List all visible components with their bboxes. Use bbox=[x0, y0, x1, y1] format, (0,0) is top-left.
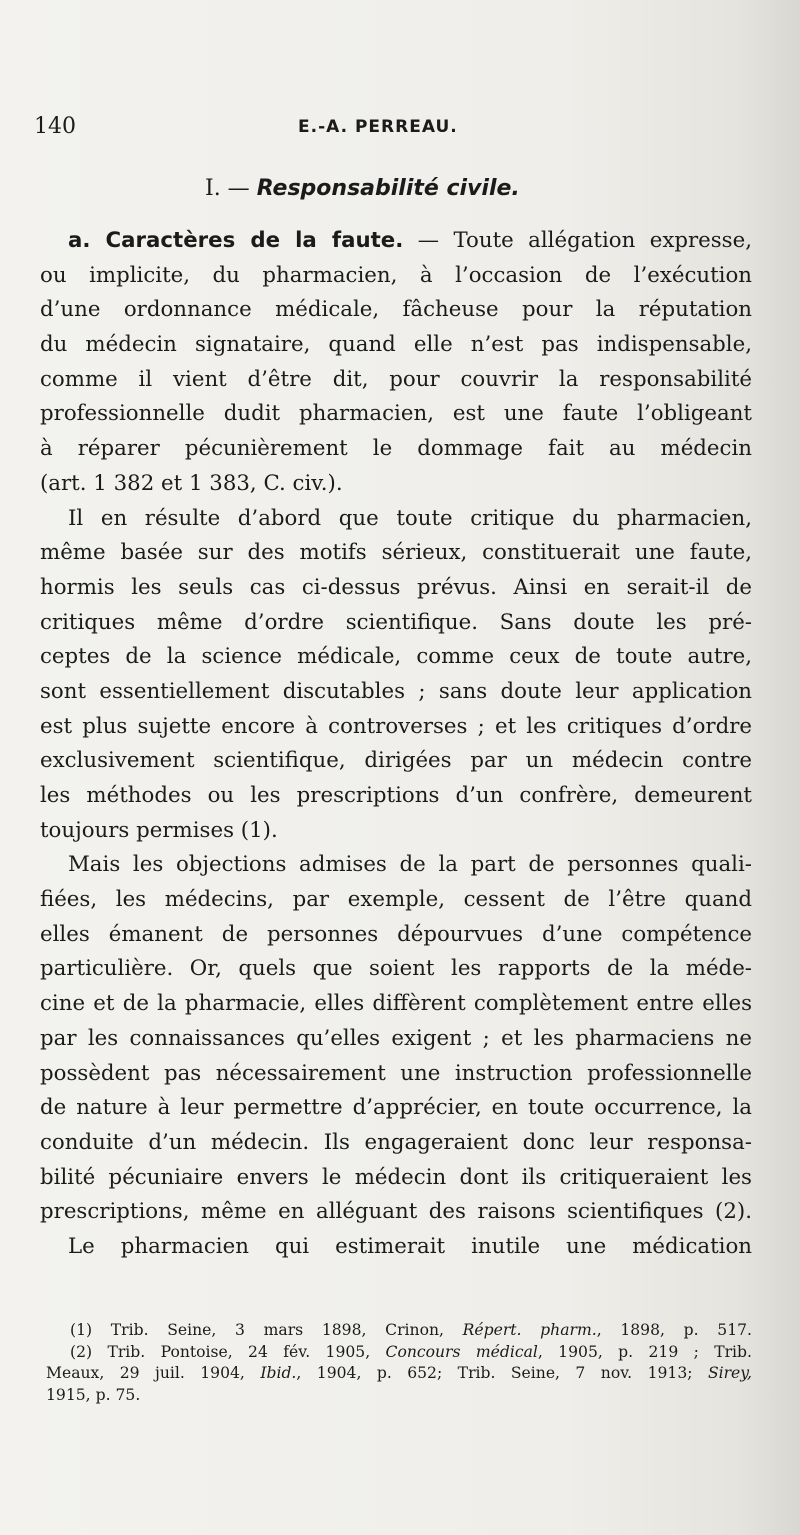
text-line: hormis les seuls cas ci-dessus prévus. Ainsi en serait-il de bbox=[40, 574, 752, 600]
text-line: elles émanent de personnes dépourvues d’une compétence bbox=[40, 921, 752, 947]
footnote-2-end: 1915, p. 75. bbox=[46, 1385, 141, 1404]
text-line: est plus sujette encore à controverses ; et les critiques d’ordre bbox=[40, 713, 752, 739]
footnote-2-continued: Meaux, 29 juil. 1904, Ibid., 1904, p. 652; Trib. Seine, 7 nov. 1913; Sirey, bbox=[46, 1364, 752, 1382]
text-line: conduite d’un médecin. Ils engageraient donc leur responsa- bbox=[40, 1129, 752, 1155]
text-line: de nature à leur permettre d’apprécier, en toute occurrence, la bbox=[40, 1095, 752, 1121]
text-line: sont essentiellement discutables ; sans doute leur application bbox=[40, 678, 752, 704]
text-line: possèdent pas nécessairement une instruction professionnelle bbox=[40, 1060, 752, 1086]
footnotes bbox=[46, 1320, 752, 1406]
text-line: Le pharmacien qui estimerait inutile une médication bbox=[68, 1233, 752, 1259]
footnote-2: (2) Trib. Pontoise, 24 fév. 1905, Concours médical, 1905, p. 219 ; Trib. bbox=[70, 1342, 752, 1361]
text-line: exclusivement scientifique, dirigées par un médecin contre bbox=[40, 748, 752, 774]
text-line: bilité pécuniaire envers le médecin dont ils critiqueraient les bbox=[40, 1164, 752, 1190]
body-text bbox=[40, 224, 752, 1265]
text-line: Mais les objections admises de la part de personnes quali- bbox=[68, 852, 752, 878]
text-line: a. Caractères de la faute. — Toute allégation expresse, bbox=[68, 228, 752, 253]
section-number: I. — bbox=[205, 176, 250, 201]
text-line: (art. 1 382 et 1 383, C. civ.). bbox=[40, 470, 343, 496]
text-line: ceptes de la science médicale, comme ceux de toute autre, bbox=[40, 644, 752, 670]
section-title bbox=[205, 176, 520, 201]
text-line: même basée sur des motifs sérieux, constituerait une faute, bbox=[40, 540, 752, 566]
subsection-label: a. Caractères de la faute. bbox=[68, 228, 404, 253]
page-header bbox=[34, 114, 774, 144]
text-line: les méthodes ou les prescriptions d’un confrère, demeurent bbox=[40, 783, 752, 808]
text-line: du médecin signataire, quand elle n’est pas indispensable, bbox=[40, 332, 752, 358]
text-line: toujours permises (1). bbox=[40, 817, 278, 843]
text-line: prescriptions, même en alléguant des raisons scientifiques (2). bbox=[40, 1199, 752, 1225]
text-line: comme il vient d’être dit, pour couvrir la responsabilité bbox=[40, 366, 752, 392]
text-line: critiques même d’ordre scientifique. Sans doute les pré- bbox=[40, 609, 752, 635]
text-line: particulière. Or, quels que soient les rapports de la méde- bbox=[40, 956, 752, 982]
text-line: ou implicite, du pharmacien, à l’occasion de l’exécution bbox=[40, 262, 752, 288]
text-line: à réparer pécunièrement le dommage fait au médecin bbox=[40, 436, 752, 462]
section-heading: Responsabilité civile. bbox=[256, 176, 520, 201]
page-number: 140 bbox=[34, 114, 76, 139]
text-line: cine et de la pharmacie, elles diffèrent complètement entre elles bbox=[40, 991, 752, 1017]
text-line: Il en résulte d’abord que toute critique du pharmacien, bbox=[68, 505, 752, 531]
footnote-1: (1) Trib. Seine, 3 mars 1898, Crinon, Répert. pharm., 1898, p. 517. bbox=[70, 1321, 752, 1339]
text-line: fiées, les médecins, par exemple, cessent de l’être quand bbox=[40, 887, 752, 913]
text-line: d’une ordonnance médicale, fâcheuse pour la réputation bbox=[40, 297, 752, 323]
text-line: par les connaissances qu’elles exigent ; et les pharmaciens ne bbox=[40, 1025, 752, 1051]
running-head: E.-A. PERREAU. bbox=[298, 117, 458, 137]
text-line: professionnelle dudit pharmacien, est une faute l’obligeant bbox=[40, 401, 752, 427]
